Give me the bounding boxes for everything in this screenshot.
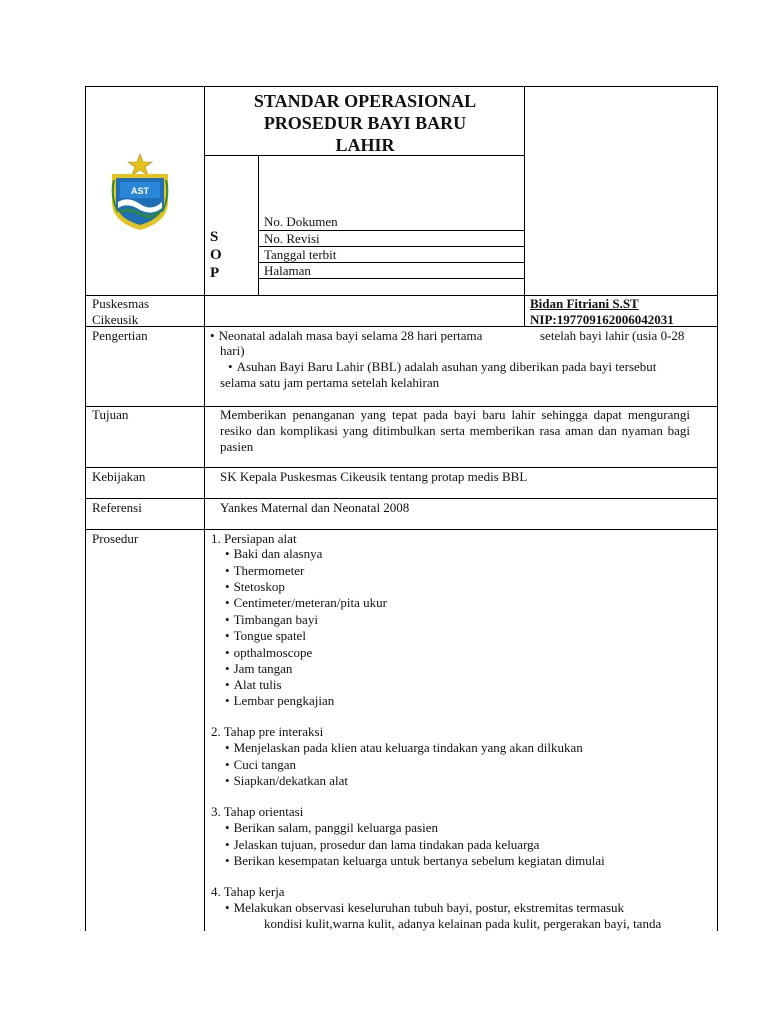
step-title: 3. Tahap orientasi	[211, 804, 304, 819]
section-label-tujuan: Tujuan	[92, 407, 129, 422]
step-title: 4. Tahap kerja	[211, 884, 285, 899]
logo	[106, 152, 174, 232]
pengertian-text: setelah bayi lahir (usia 0-28	[540, 328, 685, 343]
sop-divider	[258, 155, 259, 295]
step-title: 1. Persiapan alat	[211, 531, 297, 546]
org-label: Cikeusik	[92, 312, 139, 327]
signer-name: Bidan Fitriani S.ST	[530, 296, 639, 311]
header-divider-right	[524, 86, 525, 326]
list-item: • Timbangan bayi	[225, 612, 318, 628]
title-line: STANDAR OPERASIONAL	[253, 91, 477, 111]
list-item: • Jam tangan	[225, 661, 292, 677]
page-title	[206, 90, 524, 156]
header-divider-left	[204, 86, 205, 931]
list-item: • Alat tulis	[225, 677, 282, 693]
section-label-pengertian: Pengertian	[92, 328, 148, 343]
pengertian-bullet: • Neonatal adalah masa bayi selama 28 hari pertama	[210, 328, 482, 344]
table-border-top	[85, 86, 718, 87]
list-item: • Stetoskop	[225, 579, 285, 595]
list-item: • Baki dan alasnya	[225, 546, 322, 562]
list-item: • Tongue spatel	[225, 628, 306, 644]
title-line: PROSEDUR BAYI BARU	[263, 113, 467, 133]
doc-field-no-dokumen: No. Dokumen	[264, 214, 338, 229]
pengertian-text: selama satu jam pertama setelah kelahiran	[220, 375, 440, 390]
sop-letter: S	[210, 229, 219, 245]
kebijakan-text: SK Kepala Puskesmas Cikeusik tentang protap medis BBL	[220, 469, 528, 484]
tujuan-text: Memberikan penanganan yang tepat pada bayi baru lahir sehingga dapat mengurangi resiko dan komplikasi yang ditimbulkan serta memberikan rasa aman dan nyaman bagi pasien	[220, 407, 690, 454]
table-border-left	[85, 86, 86, 931]
sop-letter: O	[210, 247, 222, 263]
section-label-prosedur: Prosedur	[92, 531, 139, 546]
section-label-referensi: Referensi	[92, 500, 142, 515]
doc-field-no-revisi: No. Revisi	[264, 231, 320, 246]
doc-field-halaman: Halaman	[264, 263, 311, 278]
title-line: LAHIR	[335, 135, 395, 155]
org-label: Puskesmas	[92, 296, 150, 311]
referensi-text: Yankes Maternal dan Neonatal 2008	[220, 500, 410, 515]
row-line-prosedur	[85, 529, 718, 530]
list-item: • Menjelaskan pada klien atau keluarga tindakan yang akan dilkukan	[225, 740, 583, 756]
pengertian-text: hari)	[220, 343, 245, 358]
list-item: • Cuci tangan	[225, 757, 296, 773]
logo-text: AST	[131, 186, 149, 196]
signer-nip: NIP:197709162006042031	[530, 312, 674, 327]
row-line-kebijakan	[85, 467, 718, 468]
list-item: • Lembar pengkajian	[225, 693, 334, 709]
emblem-icon	[106, 152, 174, 232]
doc-field-tanggal-terbit: Tanggal terbit	[264, 247, 337, 262]
row-line-referensi	[85, 498, 718, 499]
section-label-kebijakan: Kebijakan	[92, 469, 146, 484]
list-item: • Melakukan observasi keseluruhan tubuh bayi, postur, ekstremitas termasuk	[225, 900, 624, 916]
sop-letter: P	[210, 265, 220, 281]
list-item: • Berikan salam, panggil keluarga pasien	[225, 820, 438, 836]
list-item: • Siapkan/dekatkan alat	[225, 773, 348, 789]
list-item: • Thermometer	[225, 563, 304, 579]
list-item: • Jelaskan tujuan, prosedur dan lama tindakan pada keluarga	[225, 837, 539, 853]
table-border-right	[717, 86, 718, 931]
list-item-continuation: kondisi kulit,warna kulit, adanya kelainan pada kulit, pergerakan bayi, tanda	[264, 916, 662, 931]
list-item: • Berikan kesempatan keluarga untuk bertanya sebelum kegiatan dimulai	[225, 853, 605, 869]
step-title: 2. Tahap pre interaksi	[211, 724, 324, 739]
list-item: • Centimeter/meteran/pita ukur	[225, 595, 387, 611]
list-item: • opthalmoscope	[225, 645, 312, 661]
pengertian-bullet: • Asuhan Bayi Baru Lahir (BBL) adalah asuhan yang diberikan pada bayi tersebut	[228, 359, 656, 375]
